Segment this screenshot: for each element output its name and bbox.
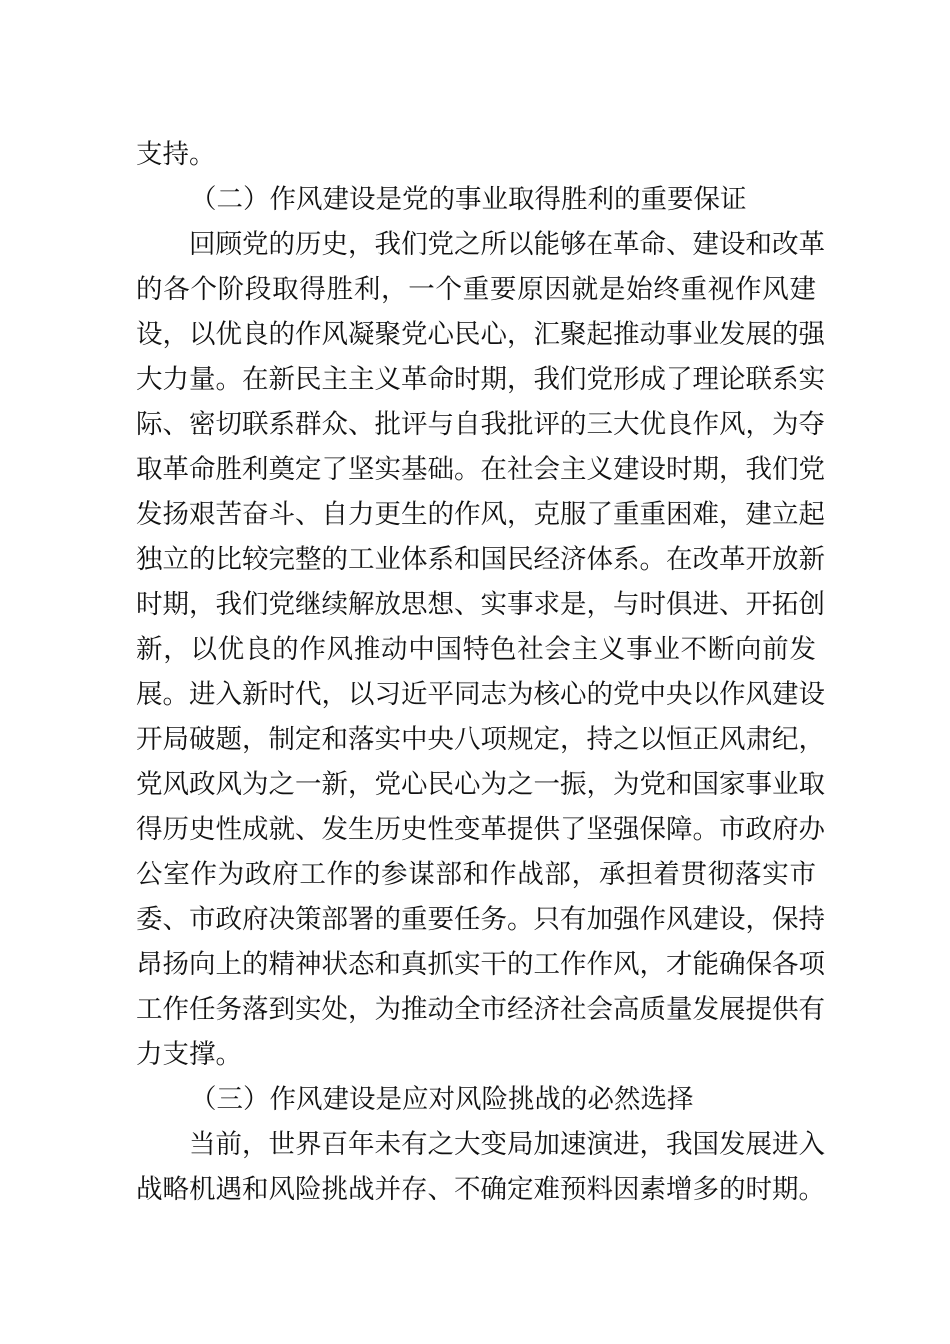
text-line-16: 得历史性成就、发生历史性变革提供了坚强保障。市政府办: [136, 814, 825, 845]
text-line-3: 回顾党的历史，我们党之所以能够在革命、建设和改革: [189, 229, 825, 260]
text-line-7: 际、密切联系群众、批评与自我批评的三大优良作风，为夺: [136, 409, 825, 440]
text-line-9: 发扬艰苦奋斗、自力更生的作风，克服了重重困难，建立起: [136, 499, 825, 530]
text-line-5: 设，以优良的作风凝聚党心民心，汇聚起推动事业发展的强: [136, 319, 825, 350]
text-line-6: 大力量。在新民主主义革命时期，我们党形成了理论联系实: [136, 364, 825, 395]
text-line-17: 公室作为政府工作的参谋部和作战部，承担着贯彻落实市: [136, 859, 816, 890]
text-line-11: 时期，我们党继续解放思想、实事求是，与时俱进、开拓创: [136, 589, 825, 620]
text-line-18: 委、市政府决策部署的重要任务。只有加强作风建设，保持: [136, 904, 825, 935]
text-line-13: 展。进入新时代，以习近平同志为核心的党中央以作风建设: [136, 679, 825, 710]
text-line-23: 当前，世界百年未有之大变局加速演进，我国发展进入: [189, 1129, 825, 1160]
section-heading-3: （三）作风建设是应对风险挑战的必然选择: [190, 1084, 694, 1115]
text-line-19: 昂扬向上的精神状态和真抓实干的工作作风，才能确保各项: [136, 949, 825, 980]
text-line-12: 新，以优良的作风推动中国特色社会主义事业不断向前发: [136, 634, 816, 665]
text-line-21: 力支撑。: [136, 1039, 242, 1070]
text-line-20: 工作任务落到实处，为推动全市经济社会高质量发展提供有: [136, 994, 825, 1025]
text-line-10: 独立的比较完整的工业体系和国民经济体系。在改革开放新: [136, 544, 825, 575]
text-line-15: 党风政风为之一新，党心民心为之一振，为党和国家事业取: [136, 769, 825, 800]
section-heading-2: （二）作风建设是党的事业取得胜利的重要保证: [190, 184, 747, 215]
text-line-8: 取革命胜利奠定了坚实基础。在社会主义建设时期，我们党: [136, 454, 825, 485]
text-line-24: 战略机遇和风险挑战并存、不确定难预料因素增多的时期。: [136, 1174, 825, 1205]
text-line-14: 开局破题，制定和落实中央八项规定，持之以恒正风肃纪，: [136, 724, 825, 755]
text-line-1: 支持。: [136, 139, 216, 170]
text-line-4: 的各个阶段取得胜利，一个重要原因就是始终重视作风建: [136, 274, 816, 305]
